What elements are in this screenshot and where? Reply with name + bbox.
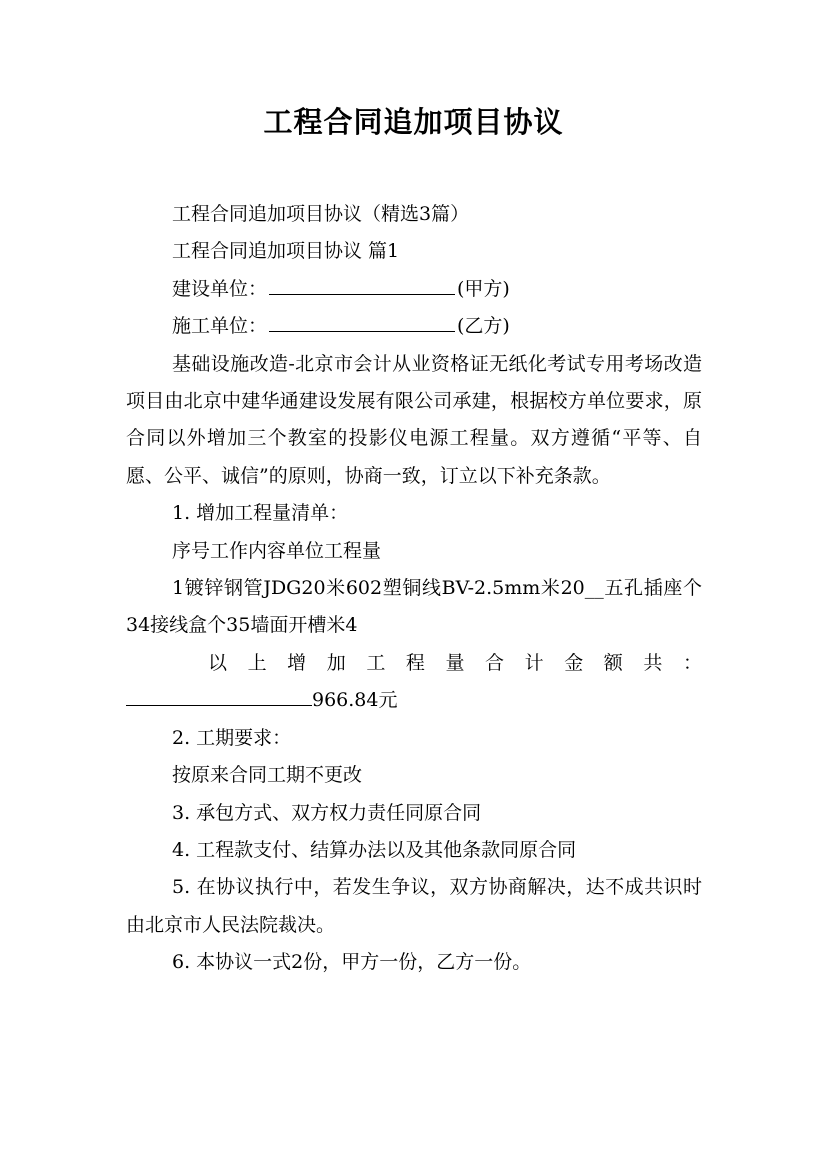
total-line-char: 计: [524, 651, 544, 674]
party-b-blank: [269, 313, 455, 332]
total-line-char: 程: [405, 651, 425, 674]
party-a-label: 建设单位：: [172, 277, 268, 300]
total-line-char: 增: [287, 651, 307, 674]
document-title: 工程合同追加项目协议: [263, 105, 564, 139]
total-line-char: ：: [682, 651, 702, 674]
total-amount: 966.84元: [312, 689, 398, 712]
total-amount-line: [126, 682, 702, 719]
table-header: 序号工作内容单位工程量: [172, 539, 382, 562]
party-b-line: [126, 308, 702, 345]
total-line-char: 上: [247, 651, 267, 674]
total-line-char: 金: [564, 651, 584, 674]
item2-body: 按原来合同工期不更改: [172, 764, 363, 787]
article-heading: 工程合同追加项目协议 篇1: [172, 240, 400, 263]
party-a-suffix: (甲方): [457, 277, 510, 300]
party-a-blank: [269, 276, 455, 295]
item5: 5. 在协议执行中，若发生争议，双方协商解决，达不成共识时由北京市人民法院裁决。: [126, 876, 702, 936]
subtitle: 工程合同追加项目协议（精选3篇）: [172, 203, 470, 225]
total-line: [126, 645, 702, 682]
party-b-suffix: (乙方): [457, 315, 510, 338]
item2-heading: 2. 工期要求：: [172, 726, 292, 749]
party-b-label: 施工单位：: [172, 315, 268, 338]
total-blank: [126, 687, 312, 706]
table-rows: 1镀锌钢管JDG20米602塑铜线BV-2.5mm米20__五孔插座个34接线盒个35墙面开槽米4: [126, 577, 702, 637]
intro-paragraph: 基础设施改造-北京市会计从业资格证无纸化考试专用考场改造项目由北京中建华通建设发展有限公司承建，根据校方单位要求，原合同以外增加三个教室的投影仪电源工程量。双方遵循“平等、自愿、公平、诚信”的原则，协商一致，订立以下补充条款。: [126, 352, 702, 487]
item1-heading: 1. 增加工程量清单：: [172, 502, 349, 525]
total-line-char: 以: [208, 651, 228, 674]
total-line-char: 加: [326, 651, 346, 674]
item6: 6. 本协议一式2份，甲方一份，乙方一份。: [172, 951, 532, 974]
item4: 4. 工程款支付、结算办法以及其他条款同原合同: [172, 838, 577, 861]
total-line-char: 共: [643, 651, 663, 674]
party-a-line: [126, 271, 702, 308]
total-line-char: 量: [445, 651, 465, 674]
total-line-char: 额: [603, 651, 623, 674]
total-line-char: 合: [485, 651, 505, 674]
total-line-char: 工: [366, 651, 386, 674]
item3: 3. 承包方式、双方权力责任同原合同: [172, 801, 482, 824]
document-body: [126, 196, 702, 982]
